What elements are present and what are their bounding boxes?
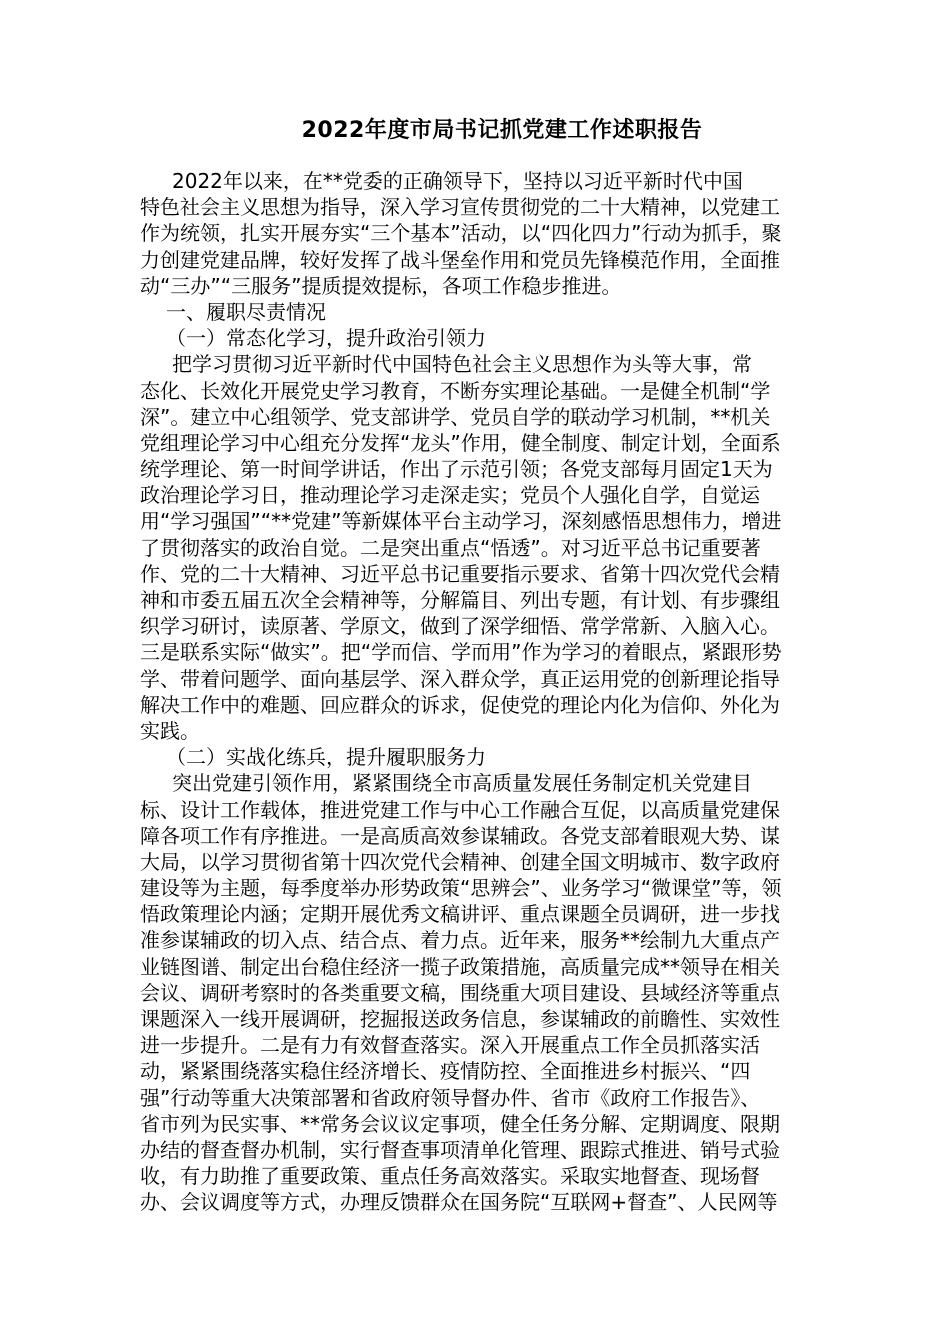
paragraph-line: 2022年以来，在**党委的正确领导下，坚持以习近平新时代中国 <box>172 169 743 193</box>
paragraph-line: 解决工作中的难题、回应群众的诉求，促使党的理论内化为信仰、外化为 <box>140 692 780 717</box>
paragraph-line: 把学习贯彻习近平新时代中国特色社会主义思想作为头等大事，常 <box>172 352 752 377</box>
paragraph-line: 建设等为主题，每季度举办形势政策“思辨会”、业务学习“微课堂”等，领 <box>140 876 782 901</box>
paragraph-line: 省市列为民实事、**常务会议议定事项，健全任务分解、定期调度、限期 <box>140 1111 780 1136</box>
section-heading: 一、履职尽责情况 <box>166 299 326 324</box>
paragraph-line: 准参谋辅政的切入点、结合点、着力点。近年来，服务**绘制九大重点产 <box>140 928 780 953</box>
paragraph-line: 特色社会主义思想为指导，深入学习宣传贯彻党的二十大精神，以党建工 <box>140 195 780 220</box>
paragraph-line: 深”。建立中心组领学、党支部讲学、党员自学的联动学习机制，**机关 <box>140 404 771 429</box>
paragraph-line: 办、会议调度等方式，办理反馈群众在国务院“互联网+督查”、人民网等 <box>140 1190 778 1215</box>
paragraph-line: 业链图谱、制定出台稳住经济一揽子政策措施，高质量完成**领导在相关 <box>140 954 780 979</box>
paragraph-line: 课题深入一线开展调研，挖掘报送政务信息，参谋辅政的前瞻性、实效性 <box>140 1007 780 1031</box>
paragraph-line: 三是联系实际“做实”。把“学而信、学而用”作为学习的着眼点，紧跟形势 <box>140 640 782 665</box>
paragraph-line: 动“三办”“三服务”提质提效提标，各项工作稳步推进。 <box>140 273 622 298</box>
paragraph-line: 障各项工作有序推进。一是高质高效参谋辅政。各党支部着眼观大势、谋 <box>140 823 780 848</box>
paragraph-line: 进一步提升。二是有力有效督查落实。深入开展重点工作全员抓落实活 <box>140 1033 760 1058</box>
paragraph-line: 收，有力助推了重要政策、重点任务高效落实。采取实地督查、现场督 <box>140 1164 760 1189</box>
paragraph-line: 大局，以学习贯彻省第十四次党代会精神、创建全国文明城市、数字政府 <box>140 849 780 874</box>
paragraph-line: 作、党的二十大精神、习近平总书记重要指示要求、省第十四次党代会精 <box>140 561 780 586</box>
document-title: 2022年度市局书记抓党建工作述职报告 <box>301 118 703 143</box>
paragraph-line: 政治理论学习日，推动理论学习走深走实；党员个人强化自学，自觉运 <box>140 483 760 508</box>
paragraph-line: 实践。 <box>140 718 200 743</box>
paragraph-line: 了贯彻落实的政治自觉。二是突出重点“悟透”。对习近平总书记重要著 <box>140 535 761 560</box>
paragraph-line: 学、带着问题学、面向基层学、深入群众学，真正运用党的创新理论指导 <box>140 666 780 691</box>
section-heading: （一）常态化学习，提升政治引领力 <box>166 326 486 351</box>
paragraph-line: 力创建党建品牌，较好发挥了战斗堡垒作用和党员先锋模范作用，全面推 <box>140 247 780 272</box>
section-heading: （二）实战化练兵，提升履职服务力 <box>166 745 486 770</box>
paragraph-line: 突出党建引领作用，紧紧围绕全市高质量发展任务制定机关党建目 <box>172 771 752 796</box>
paragraph-line: 织学习研讨，读原著、学原文，做到了深学细悟、常学常新、入脑入心。 <box>140 614 780 639</box>
paragraph-line: 会议、调研考察时的各类重要文稿，围绕重大项目建设、县域经济等重点 <box>140 980 780 1005</box>
paragraph-line: 态化、长效化开展党史学习教育，不断夯实理论基础。一是健全机制“学 <box>140 378 771 403</box>
paragraph-line: 作为统领，扎实开展夯实“三个基本”活动，以“四化四力”行动为抓手，聚 <box>140 221 782 246</box>
paragraph-line: 统学理论、第一时间学讲话，作出了示范引领；各党支部每月固定1天为 <box>140 457 773 482</box>
paragraph-line: 用“学习强国”“**党建”等新媒体平台主动学习，深刻感悟思想伟力，增进 <box>140 509 782 534</box>
paragraph-line: 动，紧紧围绕落实稳住经济增长、疫情防控、全面推进乡村振兴、“四 <box>140 1059 751 1084</box>
paragraph-line: 标、设计工作载体，推进党建工作与中心工作融合互促，以高质量党建保 <box>140 797 780 822</box>
paragraph-line: 办结的督查督办机制，实行督查事项清单化管理、跟踪式推进、销号式验 <box>140 1137 780 1162</box>
document-body <box>140 168 840 1216</box>
paragraph-line: 强”行动等重大决策部署和省政府领导督办件、省市《政府工作报告》、 <box>140 1085 761 1110</box>
paragraph-line: 悟政策理论内涵；定期开展优秀文稿讲评、重点课题全员调研，进一步找 <box>140 902 780 927</box>
paragraph-line: 神和市委五届五次全会精神等，分解篇目、列出专题，有计划、有步骤组 <box>140 588 780 612</box>
paragraph-line: 党组理论学习中心组充分发挥“龙头”作用，健全制度、制定计划，全面系 <box>140 430 781 455</box>
